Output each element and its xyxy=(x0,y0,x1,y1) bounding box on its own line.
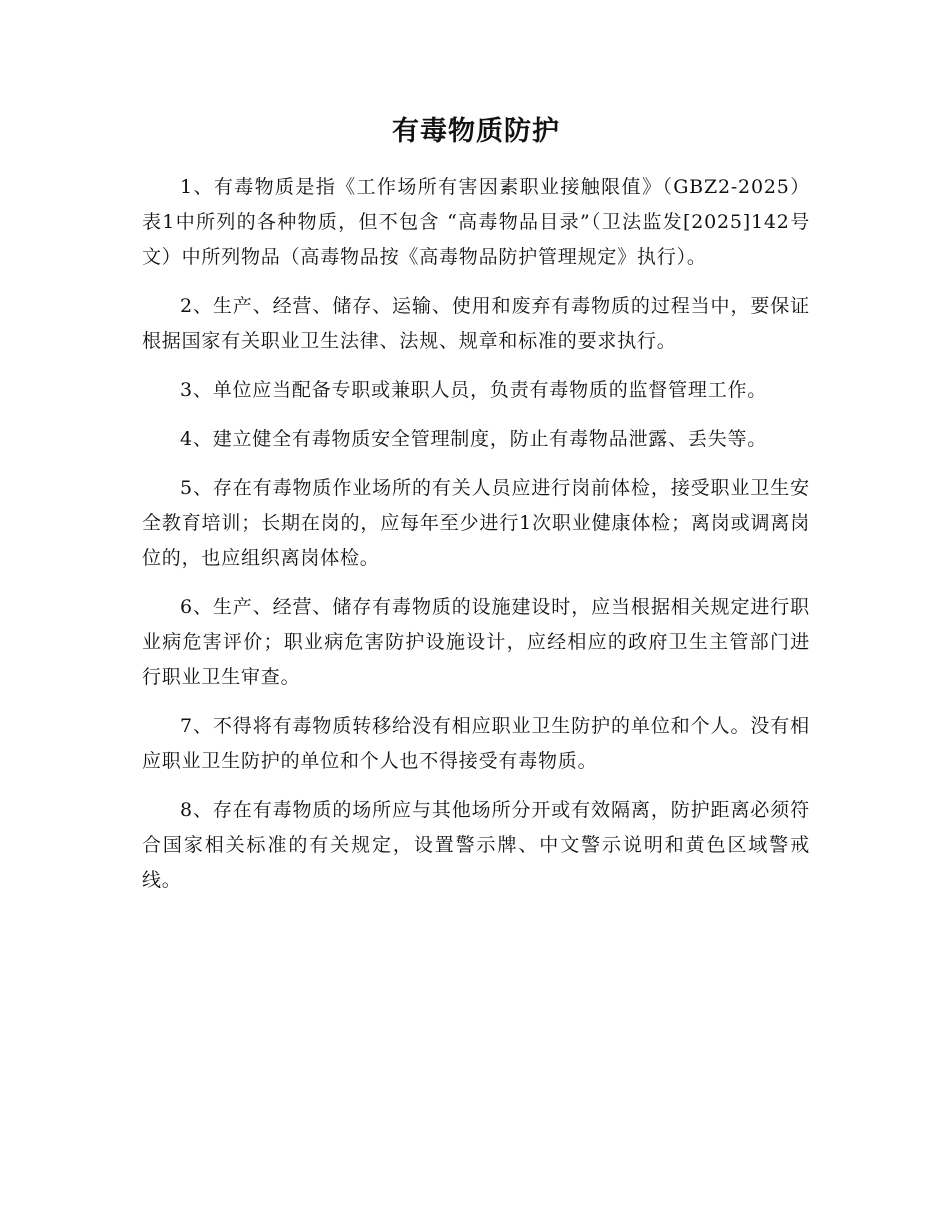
document-body xyxy=(142,112,810,912)
paragraph-2: 2、生产、经营、储存、运输、使用和废弃有毒物质的过程当中，要保证根据国家有关职业卫生法律、法规、规章和标准的要求执行。 xyxy=(142,295,810,352)
page-title: 有毒物质防护 xyxy=(392,116,560,147)
paragraph-6: 6、生产、经营、储存有毒物质的设施建设时，应当根据相关规定进行职业病危害评价；职业病危害防护设施设计，应经相应的政府卫生主管部门进行职业卫生审查。 xyxy=(142,596,810,688)
paragraph-1: 1、有毒物质是指《工作场所有害因素职业接触限值》（GBZ2-2025）表1中所列的各种物质，但不包含 “高毒物品目录”（卫法监发[2025]142号文）中所列物品（高毒物品按《高毒物品防护管理规定》执行）。 xyxy=(142,176,810,268)
paragraph-5: 5、存在有毒物质作业场所的有关人员应进行岗前体检，接受职业卫生安全教育培训；长期在岗的，应每年至少进行1次职业健康体检；离岗或调离岗位的，也应组织离岗体检。 xyxy=(142,477,810,569)
paragraph-7: 7、不得将有毒物质转移给没有相应职业卫生防护的单位和个人。没有相应职业卫生防护的单位和个人也不得接受有毒物质。 xyxy=(142,715,810,772)
paragraph-4: 4、建立健全有毒物质安全管理制度，防止有毒物品泄露、丢失等。 xyxy=(180,428,768,450)
paragraph-3: 3、单位应当配备专职或兼职人员，负责有毒物质的监督管理工作。 xyxy=(180,379,768,401)
paragraph-8: 8、存在有毒物质的场所应与其他场所分开或有效隔离，防护距离必须符合国家相关标准的有关规定，设置警示牌、中文警示说明和黄色区域警戒线。 xyxy=(142,799,810,891)
